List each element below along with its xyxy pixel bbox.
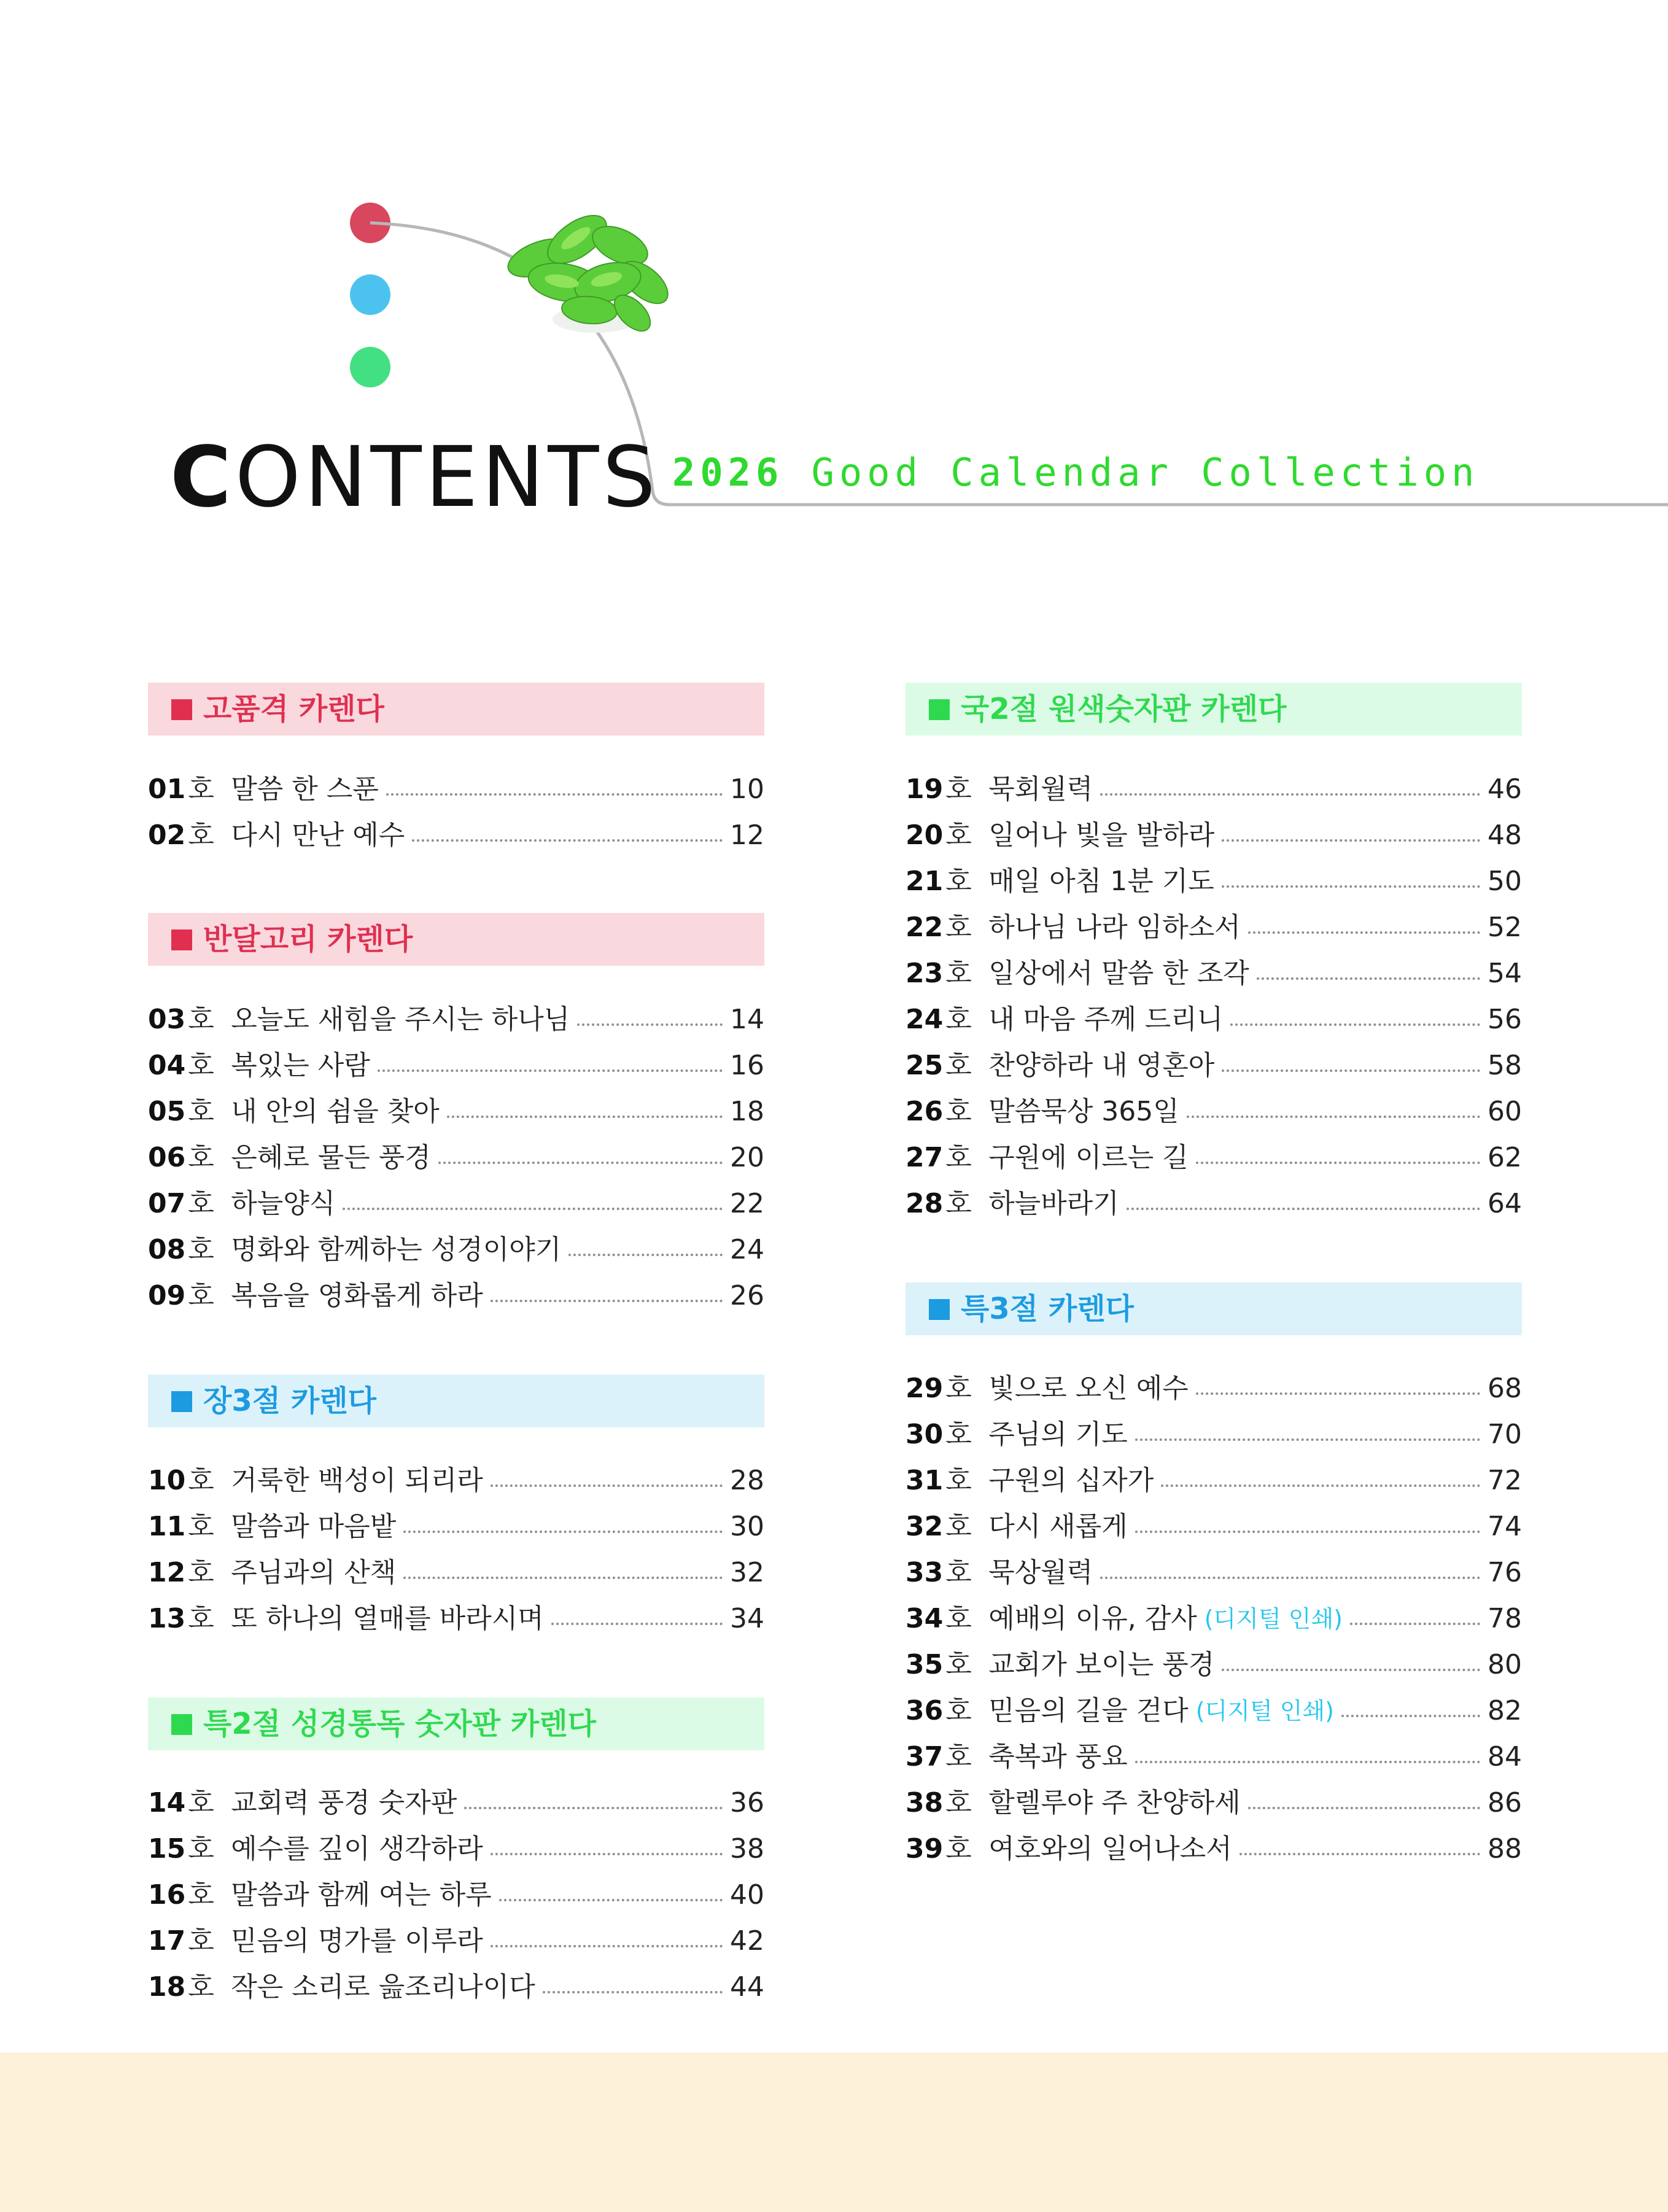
entry-page: 84	[1488, 1741, 1522, 1772]
entry-title: 매일 아침 1분 기도	[988, 866, 1214, 897]
entry-page: 32	[730, 1557, 764, 1588]
section-header-guk2	[906, 683, 1522, 735]
entry-title: 다시 새롭게	[988, 1511, 1128, 1542]
entry-title: 일상에서 말씀 한 조각	[988, 958, 1249, 989]
entry-suffix: 호	[188, 1142, 214, 1173]
entry-number: 35	[906, 1649, 944, 1680]
section-header-premium	[148, 683, 764, 735]
entry-suffix: 호	[945, 820, 972, 851]
toc-entry[interactable]	[906, 1553, 1522, 1593]
entry-title: 하늘양식	[231, 1188, 336, 1219]
dot-leader	[412, 839, 723, 842]
dot-leader	[1222, 839, 1480, 842]
entry-number: 23	[906, 958, 944, 989]
entry-title: 믿음의 명가를 이루라	[231, 1925, 483, 1957]
entry-number: 26	[906, 1096, 944, 1127]
entry-number: 20	[906, 820, 944, 851]
entry-suffix: 호	[188, 1511, 214, 1542]
toc-entry[interactable]	[906, 1830, 1522, 1869]
section-header-teuk2	[148, 1698, 764, 1750]
dot-leader	[1222, 1069, 1480, 1072]
entry-page: 24	[730, 1234, 764, 1265]
entry-suffix: 호	[945, 1695, 972, 1726]
entry-page: 70	[1488, 1419, 1522, 1450]
entry-title: 거룩한 백성이 되리라	[231, 1465, 483, 1496]
entry-suffix: 호	[188, 1971, 214, 2003]
page-subtitle	[672, 450, 1480, 495]
toc-entry[interactable]	[906, 1691, 1522, 1731]
entry-suffix: 호	[945, 1050, 972, 1081]
entry-title: 예배의 이유, 감사	[988, 1603, 1197, 1634]
section-label: 특2절 성경통독 숫자판 카렌다	[203, 1707, 596, 1741]
dot-leader	[491, 1853, 723, 1855]
entry-number: 21	[906, 866, 944, 897]
dot-leader	[577, 1023, 723, 1026]
entry-number: 27	[906, 1142, 944, 1173]
subtitle-text: Good Calendar Collection	[811, 450, 1480, 495]
entry-suffix: 호	[188, 1096, 214, 1127]
entry-suffix: 호	[945, 1142, 972, 1173]
entry-page: 50	[1488, 866, 1522, 897]
toc-entry[interactable]	[906, 1415, 1522, 1454]
entry-number: 10	[148, 1465, 186, 1496]
entry-title: 복있는 사람	[231, 1050, 370, 1081]
entry-suffix: 호	[945, 1649, 972, 1680]
square-bullet-icon	[171, 1714, 192, 1735]
entry-page: 54	[1488, 958, 1522, 989]
toc-entry[interactable]	[148, 1830, 764, 1869]
entry-title: 은혜로 물든 풍경	[231, 1142, 431, 1173]
toc-entry[interactable]	[906, 1737, 1522, 1777]
dot-leader	[403, 1531, 723, 1533]
entry-title: 다시 만난 예수	[231, 820, 405, 851]
entry-number: 12	[148, 1557, 186, 1588]
entry-suffix: 호	[188, 1925, 214, 1957]
dot-leader	[1100, 1577, 1480, 1579]
entry-page: 82	[1488, 1695, 1522, 1726]
entry-title: 주님의 기도	[988, 1419, 1128, 1450]
entry-title: 작은 소리로 읊조리나이다	[231, 1971, 535, 2003]
entry-title: 여호와의 일어나소서	[988, 1833, 1232, 1865]
entry-number: 09	[148, 1280, 186, 1311]
entry-suffix: 호	[945, 958, 972, 989]
entry-number: 15	[148, 1833, 186, 1865]
square-bullet-icon	[929, 699, 950, 720]
entry-title: 축복과 풍요	[988, 1741, 1128, 1772]
entry-title: 묵회월력	[988, 774, 1093, 805]
entry-title: 교회가 보이는 풍경	[988, 1649, 1215, 1680]
entry-suffix: 호	[188, 1879, 214, 1911]
square-bullet-icon	[171, 929, 192, 950]
toc-entry[interactable]	[148, 1968, 764, 2007]
entry-number: 17	[148, 1925, 186, 1957]
entry-page: 74	[1488, 1511, 1522, 1542]
entry-number: 13	[148, 1603, 186, 1634]
entry-number: 25	[906, 1050, 944, 1081]
entry-page: 80	[1488, 1649, 1522, 1680]
entry-suffix: 호	[945, 866, 972, 897]
entry-page: 62	[1488, 1142, 1522, 1173]
entry-number: 01	[148, 774, 186, 805]
dot-leader	[1196, 1392, 1480, 1395]
entry-page: 60	[1488, 1096, 1522, 1127]
entry-page: 64	[1488, 1188, 1522, 1219]
entry-suffix: 호	[188, 1280, 214, 1311]
entry-suffix: 호	[945, 1787, 972, 1818]
entry-number: 37	[906, 1741, 944, 1772]
entry-page: 40	[730, 1879, 764, 1911]
entry-suffix: 호	[945, 1833, 972, 1865]
toc-entry[interactable]	[148, 1876, 764, 1915]
entry-suffix: 호	[945, 774, 972, 805]
entry-page: 22	[730, 1188, 764, 1219]
dot-leader	[551, 1623, 723, 1625]
dot-leader	[1350, 1623, 1480, 1625]
entry-number: 36	[906, 1695, 944, 1726]
entry-page: 72	[1488, 1465, 1522, 1496]
page-title-rest: ONTENTS	[235, 429, 659, 526]
page-title	[170, 429, 659, 526]
entry-page: 12	[730, 820, 764, 851]
entry-title: 말씀 한 스푼	[231, 774, 379, 805]
dot-leader	[438, 1162, 723, 1164]
entry-title: 믿음의 길을 걷다	[988, 1695, 1189, 1726]
footer-band	[0, 2052, 1668, 2212]
entry-suffix: 호	[945, 1741, 972, 1772]
toc-entry[interactable]	[906, 1507, 1522, 1546]
entry-suffix: 호	[945, 1557, 972, 1588]
toc-entry[interactable]	[148, 1092, 764, 1131]
dot-leader	[1127, 1208, 1480, 1210]
subtitle-year: 2026	[672, 450, 784, 495]
dot-leader	[378, 1069, 723, 1072]
square-bullet-icon	[171, 699, 192, 720]
entry-page: 16	[730, 1050, 764, 1081]
entry-page: 38	[730, 1833, 764, 1865]
entry-title: 구원의 십자가	[988, 1465, 1154, 1496]
entry-note: (디지털 인쇄)	[1204, 1605, 1343, 1632]
entry-number: 31	[906, 1465, 944, 1496]
toc-entry[interactable]	[148, 1046, 764, 1085]
square-bullet-icon	[171, 1391, 192, 1412]
entry-suffix: 호	[188, 1004, 214, 1035]
dot-leader	[1257, 977, 1480, 980]
entry-page: 78	[1488, 1603, 1522, 1634]
entry-page: 28	[730, 1465, 764, 1496]
entry-suffix: 호	[188, 1833, 214, 1865]
entry-page: 44	[730, 1971, 764, 2003]
dot-leader	[1248, 931, 1480, 934]
entry-suffix: 호	[188, 820, 214, 851]
dot-leader	[1341, 1715, 1480, 1717]
toc-entry[interactable]	[906, 862, 1522, 901]
dot-leader	[1239, 1853, 1480, 1855]
entry-number: 30	[906, 1419, 944, 1450]
dot-leader	[1135, 1438, 1480, 1441]
entry-title: 빛으로 오신 예수	[988, 1373, 1189, 1404]
entry-title: 말씀과 마음밭	[231, 1511, 397, 1542]
entry-suffix: 호	[188, 1465, 214, 1496]
toc-entry[interactable]	[148, 1507, 764, 1546]
toc-entry[interactable]	[906, 1369, 1522, 1408]
entry-page: 20	[730, 1142, 764, 1173]
entry-page: 56	[1488, 1004, 1522, 1035]
entry-title: 주님과의 산책	[231, 1557, 397, 1588]
entry-title: 찬양하라 내 영혼아	[988, 1050, 1215, 1081]
entry-number: 16	[148, 1879, 186, 1911]
entry-number: 07	[148, 1188, 186, 1219]
dot-leader	[386, 793, 723, 796]
dot-leader	[1248, 1807, 1480, 1809]
toc-entry[interactable]	[906, 954, 1522, 993]
toc-entry[interactable]	[148, 1184, 764, 1224]
toc-entry[interactable]	[906, 816, 1522, 855]
toc-entry[interactable]	[148, 1461, 764, 1500]
entry-note: (디지털 인쇄)	[1195, 1698, 1335, 1725]
dot-leader	[403, 1577, 723, 1579]
entry-suffix: 호	[188, 1050, 214, 1081]
toc-entry[interactable]	[906, 1092, 1522, 1131]
toc-entry[interactable]	[906, 1783, 1522, 1823]
entry-number: 29	[906, 1373, 944, 1404]
section-label: 반달고리 카렌다	[203, 922, 413, 957]
entry-number: 02	[148, 820, 186, 851]
entry-page: 68	[1488, 1373, 1522, 1404]
toc-entry[interactable]	[148, 1599, 764, 1639]
entry-suffix: 호	[188, 1787, 214, 1818]
entry-suffix: 호	[945, 1188, 972, 1219]
dot-leader	[491, 1300, 723, 1302]
entry-suffix: 호	[188, 1234, 214, 1265]
dot-leader	[1187, 1116, 1480, 1118]
toc-entry[interactable]	[906, 1599, 1522, 1639]
dot-leader	[447, 1116, 723, 1118]
entry-title: 하늘바라기	[988, 1188, 1119, 1219]
entry-title: 구원에 이르는 길	[988, 1142, 1189, 1173]
entry-number: 39	[906, 1833, 944, 1865]
entry-number: 05	[148, 1096, 186, 1127]
entry-title: 내 안의 쉼을 찾아	[231, 1096, 440, 1127]
dot-leader	[568, 1254, 723, 1256]
dot-leader	[499, 1899, 723, 1901]
entry-suffix: 호	[945, 1004, 972, 1035]
entry-page: 30	[730, 1511, 764, 1542]
toc-entry[interactable]	[906, 1000, 1522, 1039]
section-header-bandalgori	[148, 913, 764, 966]
entry-page: 18	[730, 1096, 764, 1127]
entry-page: 58	[1488, 1050, 1522, 1081]
entry-suffix: 호	[945, 1511, 972, 1542]
dot-leader	[1196, 1162, 1480, 1164]
dot-leader	[491, 1945, 723, 1947]
entry-page: 42	[730, 1925, 764, 1957]
toc-entry[interactable]	[148, 770, 764, 809]
dot-leader	[464, 1807, 723, 1809]
dot-leader	[491, 1484, 723, 1487]
entry-number: 19	[906, 774, 944, 805]
toc-entry[interactable]	[148, 1000, 764, 1039]
entry-page: 34	[730, 1603, 764, 1634]
dot-leader	[1222, 1669, 1480, 1671]
entry-number: 18	[148, 1971, 186, 2003]
entry-page: 76	[1488, 1557, 1522, 1588]
entry-suffix: 호	[945, 1419, 972, 1450]
section-header-jang3	[148, 1375, 764, 1427]
page-title-first-letter: C	[170, 429, 235, 526]
entry-title: 명화와 함께하는 성경이야기	[231, 1234, 562, 1265]
section-label: 국2절 원색숫자판 카렌다	[961, 692, 1287, 726]
plant-icon	[503, 209, 681, 356]
entry-page: 86	[1488, 1787, 1522, 1818]
entry-number: 33	[906, 1557, 944, 1588]
toc-entry[interactable]	[148, 816, 764, 855]
toc-entry[interactable]	[148, 1138, 764, 1178]
section-label: 고품격 카렌다	[203, 692, 384, 726]
toc-entry[interactable]	[906, 1645, 1522, 1685]
entry-number: 38	[906, 1787, 944, 1818]
entry-number: 24	[906, 1004, 944, 1035]
toc-entry[interactable]	[906, 1138, 1522, 1178]
entry-page: 36	[730, 1787, 764, 1818]
entry-number: 06	[148, 1142, 186, 1173]
dot-leader	[543, 1991, 723, 1993]
square-bullet-icon	[929, 1299, 950, 1320]
entry-suffix: 호	[188, 1557, 214, 1588]
entry-title: 말씀과 함께 여는 하루	[231, 1879, 492, 1911]
toc-entry[interactable]	[906, 1461, 1522, 1500]
dot-leader	[1161, 1484, 1480, 1487]
entry-title: 말씀묵상 365일	[988, 1096, 1179, 1127]
toc-entry[interactable]	[148, 1276, 764, 1316]
entry-number: 34	[906, 1603, 944, 1634]
toc-entry[interactable]	[148, 1230, 764, 1270]
entry-title: 또 하나의 열매를 바라시며	[231, 1603, 544, 1634]
toc-entry[interactable]	[148, 1783, 764, 1823]
section-label: 특3절 카렌다	[961, 1292, 1134, 1326]
entry-page: 48	[1488, 820, 1522, 851]
entry-title: 묵상월력	[988, 1557, 1093, 1588]
entry-suffix: 호	[188, 774, 214, 805]
entry-page: 52	[1488, 912, 1522, 943]
entry-page: 14	[730, 1004, 764, 1035]
entry-suffix: 호	[945, 912, 972, 943]
entry-title: 일어나 빛을 발하라	[988, 820, 1215, 851]
toc-entry[interactable]	[906, 908, 1522, 947]
entry-page: 10	[730, 774, 764, 805]
entry-number: 28	[906, 1188, 944, 1219]
entry-suffix: 호	[945, 1373, 972, 1404]
entry-number: 08	[148, 1234, 186, 1265]
dot-leader	[1135, 1531, 1480, 1533]
dot-leader	[1135, 1761, 1480, 1763]
entry-suffix: 호	[945, 1096, 972, 1127]
entry-title: 할렐루야 주 찬양하세	[988, 1787, 1241, 1818]
entry-page: 46	[1488, 774, 1522, 805]
entry-number: 22	[906, 912, 944, 943]
dot-leader	[1222, 885, 1480, 888]
entry-number: 03	[148, 1004, 186, 1035]
toc-entry[interactable]	[906, 1046, 1522, 1085]
entry-page: 26	[730, 1280, 764, 1311]
entry-page: 88	[1488, 1833, 1522, 1865]
entry-title: 교회력 풍경 숫자판	[231, 1787, 457, 1818]
entry-title: 하나님 나라 임하소서	[988, 912, 1241, 943]
entry-suffix: 호	[188, 1188, 214, 1219]
entry-suffix: 호	[945, 1603, 972, 1634]
dot-leader	[343, 1208, 723, 1210]
entry-number: 04	[148, 1050, 186, 1081]
entry-title: 내 마음 주께 드리니	[988, 1004, 1224, 1035]
dot-leader	[1230, 1023, 1480, 1026]
entry-suffix: 호	[945, 1465, 972, 1496]
entry-suffix: 호	[188, 1603, 214, 1634]
toc-entry[interactable]	[148, 1922, 764, 1961]
entry-title: 예수를 깊이 생각하라	[231, 1833, 483, 1865]
entry-title: 오늘도 새힘을 주시는 하나님	[231, 1004, 570, 1035]
section-header-teuk3	[906, 1283, 1522, 1335]
dot-leader	[1100, 793, 1480, 796]
entry-number: 32	[906, 1511, 944, 1542]
entry-number: 11	[148, 1511, 186, 1542]
toc-entry[interactable]	[906, 1184, 1522, 1224]
section-label: 장3절 카렌다	[203, 1384, 376, 1418]
toc-entry[interactable]	[148, 1553, 764, 1593]
toc-entry[interactable]	[906, 770, 1522, 809]
entry-number: 14	[148, 1787, 186, 1818]
entry-title: 복음을 영화롭게 하라	[231, 1280, 483, 1311]
